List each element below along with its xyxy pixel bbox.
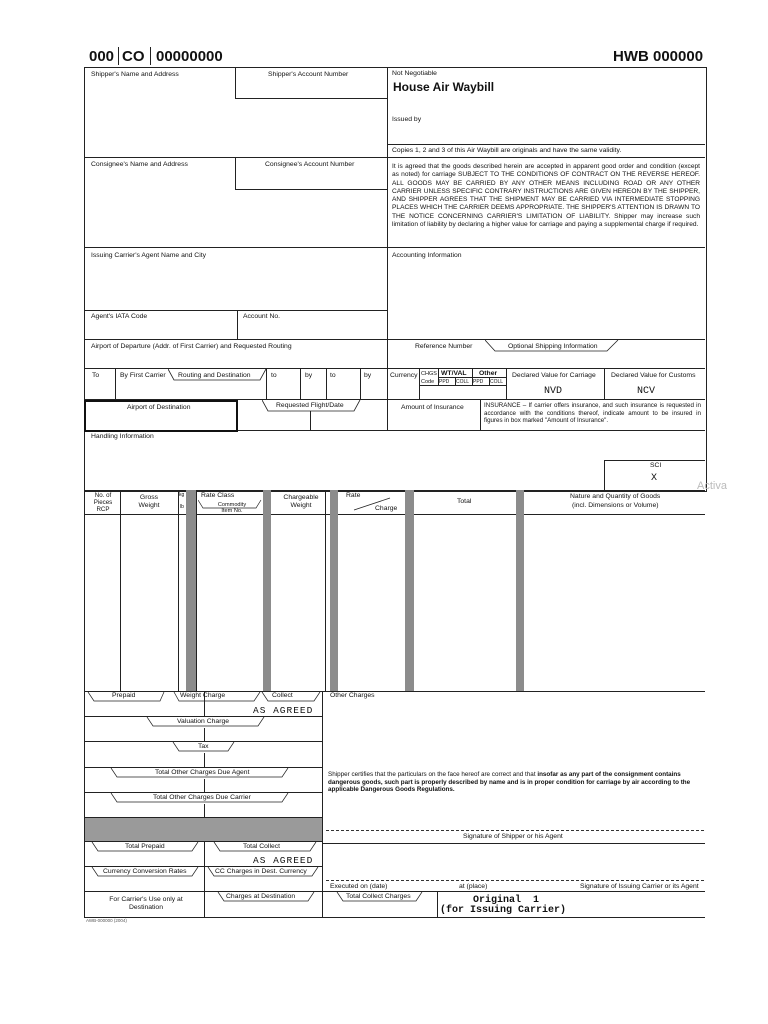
insurance-notice: INSURANCE – If carrier offers insurance, and such insurance is requested in accordance with the conditions thereof, indicate amount to be insured in figures in box marked "Amount of Insurance".: [484, 402, 701, 425]
contract-conditions-text: It is agreed that the goods described herein are accepted in apparent good order and condition (except as noted) for carriage SUBJECT TO THE CONDITIONS OF CONTRACT ON THE REVERSE HEREOF. ALL GOODS MAY BE CARRIED BY ANY OTHER MEANS INCLUDING ROAD OR ANY OTHER CARRIER UNLESS SPECIFIC CONTRARY INSTRUCTIONS ARE GIVEN HEREON BY THE SHIPPER, AND SHIPPER AGREES THAT THE SHIPMENT MAY BE CARRIED VIA INTERMEDIATE STOPPING PLACES WHICH THE CARRIER DEEMS APPROPRIATE. THE SHIPPER'S ATTENTION IS DRAWN TO THE NOTICE CONCERNING CARRIER'S LIMITATION OF LIABILITY. Shipper may increase such limitation of liability by declaring a higher value for carriage and paying a supplemental charge if required.: [392, 163, 700, 229]
charges-destination-label: Charges at Destination: [226, 893, 296, 900]
routing-label: Routing and Destination: [178, 372, 251, 379]
weight-charge-value[interactable]: AS AGREED: [253, 705, 314, 716]
total-collect-value[interactable]: AS AGREED: [253, 855, 314, 866]
consignee-label: Consignee's Name and Address: [91, 161, 188, 168]
watermark-text: Activa: [697, 480, 727, 492]
executed-on-label: Executed on (date): [330, 883, 388, 890]
not-negotiable-label: Not Negotiable: [392, 70, 437, 77]
tax-label: Tax: [198, 743, 209, 750]
divider-bar: [405, 490, 414, 691]
to3-label: to: [330, 372, 336, 379]
at-place-label: at (place): [459, 883, 488, 890]
nature-header: Nature and Quantity of Goods: [570, 493, 661, 500]
carrier-use-label: For Carrier's Use only at Destination: [109, 896, 183, 911]
nature-sub-header: (incl. Dimensions or Volume): [572, 502, 659, 509]
form-code: AWB-000000 (2004): [86, 918, 127, 923]
charge-header: Charge: [375, 505, 398, 512]
valuation-charge-label: Valuation Charge: [177, 718, 230, 725]
lb-label: lb: [180, 504, 184, 510]
copies-notice: Copies 1, 2 and 3 of this Air Waybill are originals and have the same validity.: [392, 147, 622, 154]
ppd1-label: PPD: [439, 379, 450, 385]
account-no-label: Account No.: [243, 313, 281, 320]
insurance-amount-label: Amount of Insurance: [401, 404, 464, 411]
kg-label: kg: [179, 492, 185, 498]
divider-bar: [186, 490, 196, 691]
sci-label: SCI: [650, 462, 662, 469]
chgs-label: CHGS: [421, 371, 437, 377]
accounting-info-label: Accounting Information: [392, 252, 462, 259]
flight-date-label: Requested Flight/Date: [276, 402, 344, 409]
currency-label: Currency: [390, 372, 418, 379]
collect-label: Collect: [272, 692, 293, 699]
departure-label: Airport of Departure (Addr. of First Carrier) and Requested Routing: [91, 343, 292, 350]
reference-number-label: Reference Number: [415, 343, 473, 350]
iata-code-label: Agent's IATA Code: [91, 313, 148, 320]
execution-line: [326, 880, 704, 881]
sci-value[interactable]: X: [651, 473, 658, 484]
currency-conversion-label: Currency Conversion Rates: [103, 868, 187, 875]
certify-bold-text: insofar as any part of the consignment contains dangerous goods, such part is properly described by name and is in proper condition for carriage by air according to the applicable Dangerous Goods Regulations.: [328, 771, 691, 794]
declared-customs-value[interactable]: NCV: [637, 386, 656, 397]
cc-charges-label: CC Charges in Dest. Currency: [215, 868, 307, 875]
awb-prefix: 000: [89, 48, 115, 65]
total-header: Total: [457, 498, 472, 505]
other-charges-label: Other Charges: [330, 692, 375, 699]
to-label: To: [92, 372, 100, 379]
consignee-account-label: Consignee's Account Number: [265, 161, 355, 168]
declared-carriage-value[interactable]: NVD: [544, 386, 563, 397]
coll1-label: COLL: [456, 379, 470, 385]
rate-class-header: Rate Class: [201, 492, 235, 499]
hwb-number: HWB 000000: [613, 48, 704, 65]
gross-weight-header: Gross Weight: [138, 494, 160, 509]
by2-label: by: [305, 372, 313, 379]
original-copy-label: Original 1: [473, 895, 540, 906]
divider-bar: [516, 490, 524, 691]
form-title: House Air Waybill: [393, 80, 495, 94]
airline-code: CO: [122, 48, 145, 65]
awb-number: 00000000: [156, 48, 223, 65]
divider-bar: [330, 490, 338, 691]
to2-label: to: [271, 372, 277, 379]
coll2-label: COLL: [490, 379, 504, 385]
prepaid-label: Prepaid: [112, 692, 136, 699]
weight-charge-label: Weight Charge: [180, 692, 226, 699]
divider-bar: [263, 490, 271, 691]
shaded-block: [85, 817, 322, 841]
commodity-header: Commodity Item No.: [217, 502, 247, 514]
optional-info-label: Optional Shipping Information: [508, 343, 598, 350]
issuing-agent-label: Issuing Carrier's Agent Name and City: [91, 252, 207, 259]
total-carrier-label: Total Other Charges Due Carrier: [153, 794, 251, 801]
code-label: Code: [421, 379, 435, 385]
total-agent-label: Total Other Charges Due Agent: [155, 769, 250, 776]
original-copy-sub: (for Issuing Carrier): [440, 905, 567, 916]
carrier-signature-label: Signature of Issuing Carrier or its Agent: [580, 883, 699, 890]
shipper-certification: [328, 771, 702, 794]
first-carrier-label: By First Carrier: [120, 372, 166, 379]
chargeable-weight-header: Chargeable Weight: [283, 494, 319, 509]
pieces-header: No. of Pieces RCP: [93, 492, 113, 513]
total-collect-label: Total Collect: [243, 843, 281, 850]
declared-customs-label: Declared Value for Customs: [611, 372, 696, 379]
by3-label: by: [364, 372, 372, 379]
handling-info-label: Handling Information: [91, 433, 154, 440]
rate-header: Rate: [346, 492, 361, 499]
shipper-signature-label: Signature of Shipper or his Agent: [463, 833, 563, 840]
ppd2-label: PPD: [473, 379, 484, 385]
other-label: Other: [479, 370, 498, 377]
shipper-label: Shipper's Name and Address: [91, 71, 179, 78]
shipper-signature-line: [326, 830, 704, 831]
wtval-label: WT/VAL: [441, 370, 467, 377]
shipper-account-label: Shipper's Account Number: [268, 71, 349, 78]
total-prepaid-label: Total Prepaid: [125, 843, 165, 850]
issued-by-label: Issued by: [392, 116, 422, 123]
total-collect-charges-label: Total Collect Charges: [346, 893, 411, 900]
totals-tabs: [84, 841, 324, 853]
certify-normal-text: Shipper certifies that the particulars on the face hereof are correct and that: [328, 771, 538, 778]
destination-label: Airport of Destination: [127, 404, 191, 411]
shipper-field[interactable]: [85, 100, 385, 155]
declared-carriage-label: Declared Value for Carriage: [512, 372, 596, 379]
